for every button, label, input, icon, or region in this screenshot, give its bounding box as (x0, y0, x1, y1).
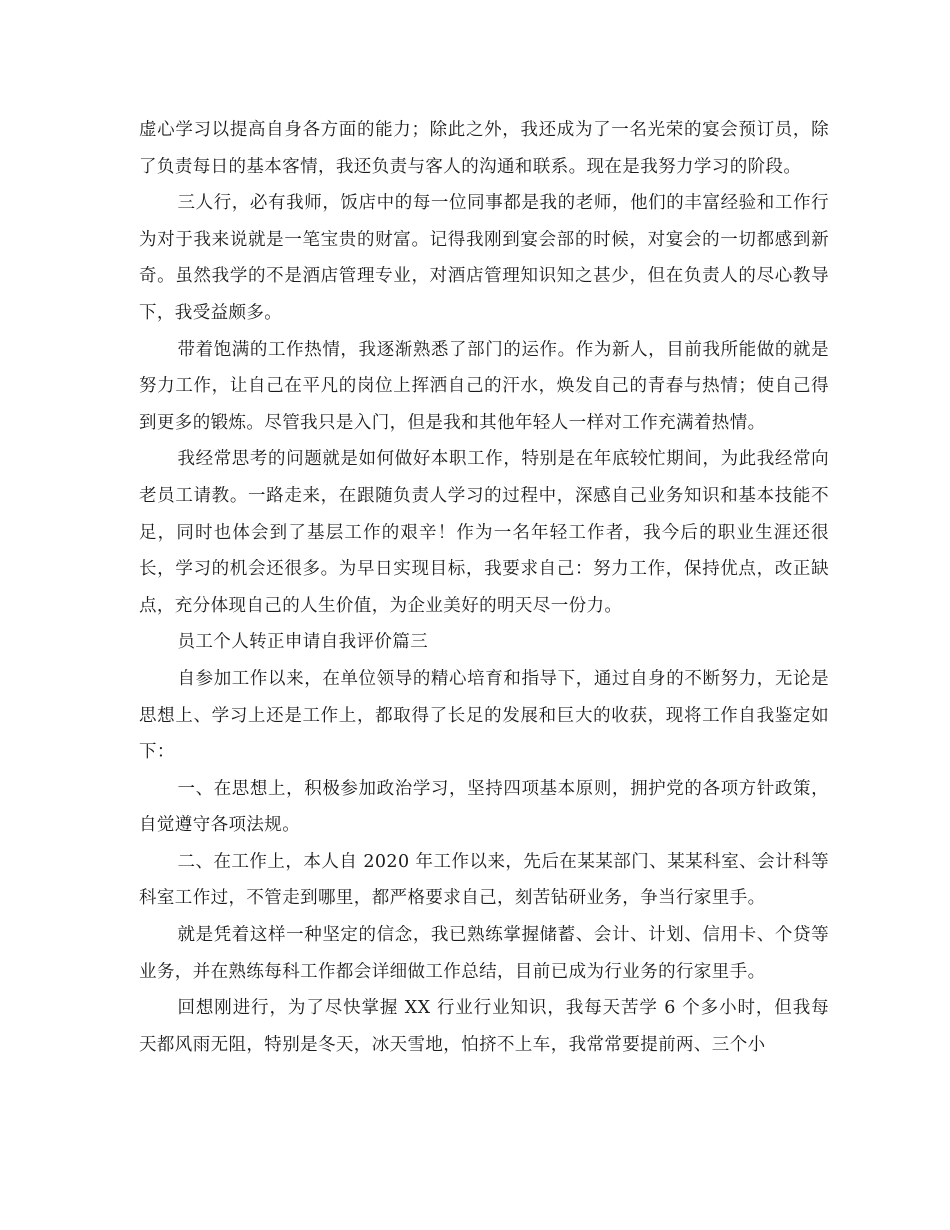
paragraph-2: 三人行，必有我师，饭店中的每一位同事都是我的老师，他们的丰富经验和工作行为对于我来说就是一笔宝贵的财富。记得我刚到宴会部的时候，对宴会的一切都感到新奇。虽然我学的不是酒店管理专业，对酒店管理知识知之甚少，但在负责人的尽心教导下，我受益颇多。 (139, 193, 829, 323)
paragraph-7: 二、在工作上，本人自 2020 年工作以来，先后在某某部门、某某科室、会计科等科室工作过，不管走到哪里，都严格要求自己，刻苦钻研业务，争当行家里手。 (139, 851, 829, 909)
paragraph-3: 带着饱满的工作热情，我逐渐熟悉了部门的运作。作为新人，目前我所能做的就是努力工作，让自己在平凡的岗位上挥洒自己的汗水，焕发自己的青春与热情；使自己得到更多的锻炼。尽管我只是入门，但是我和其他年轻人一样对工作充满着热情。 (139, 339, 829, 433)
document-body (139, 112, 829, 1063)
paragraph-4: 我经常思考的问题就是如何做好本职工作，特别是在年底较忙期间，为此我经常向老员工请教。一路走来，在跟随负责人学习的过程中，深感自己业务知识和基本技能不足，同时也体会到了基层工作的艰辛！作为一名年轻工作者，我今后的职业生涯还很长，学习的机会还很多。为早日实现目标，我要求自己：努力工作，保持优点，改正缺点，充分体现自己的人生价值，为企业美好的明天尽一份力。 (139, 449, 829, 616)
section-heading: 员工个人转正申请自我评价篇三 (177, 632, 429, 653)
paragraph-6: 一、在思想上，积极参加政治学习，坚持四项基本原则，拥护党的各项方针政策，自觉遵守各项法规。 (139, 778, 829, 836)
paragraph-5: 自参加工作以来，在单位领导的精心培育和指导下，通过自身的不断努力，无论是思想上、学习上还是工作上，都取得了长足的发展和巨大的收获，现将工作自我鉴定如下： (139, 668, 829, 763)
paragraph-9: 回想刚进行，为了尽快掌握 XX 行业行业知识，我每天苦学 6 个多小时，但我每天都风雨无阻，特别是冬天，冰天雪地，怕挤不上车，我常常要提前两、三个小 (139, 998, 829, 1055)
paragraph-8: 就是凭着这样一种坚定的信念，我已熟练掌握储蓄、会计、计划、信用卡、个贷等业务，并在熟练每科工作都会详细做工作总结，目前已成为行业务的行家里手。 (139, 925, 829, 982)
paragraph-1: 虚心学习以提高自身各方面的能力；除此之外，我还成为了一名光荣的宴会预订员，除了负责每日的基本客情，我还负责与客人的沟通和联系。现在是我努力学习的阶段。 (139, 120, 829, 177)
